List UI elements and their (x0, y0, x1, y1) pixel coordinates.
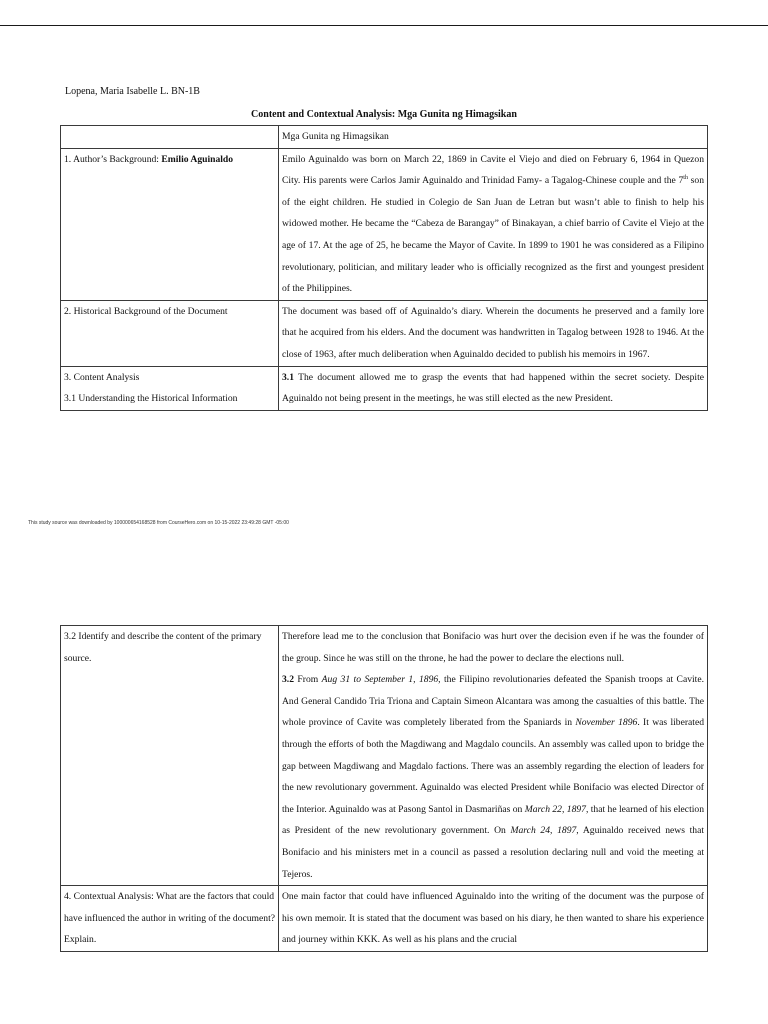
primary-source-label: 3.2 Identify and describe the content of the primary source. (61, 626, 279, 886)
historical-background-text: The document was based off of Aguinaldo’s diary. Wherein the documents he preserved and a family lore that he acquired from his elders. And the document was handwritten in Tagalog between 1928 to 1946. At the close of 1963, after much deliberation when Aguinaldo decided to publish his memoirs in 1967. (279, 300, 708, 366)
historical-background-label: 2. Historical Background of the Document (61, 300, 279, 366)
contextual-analysis-text: One main factor that could have influenced Aguinaldo into the writing of the document was the purpose of his own memoir. It is stated that the document was based on his diary, he then wanted to share his experience and journey within KKK. As well as his plans and the crucial (279, 886, 708, 952)
table-header-left (61, 126, 279, 149)
table-row (61, 886, 708, 952)
author-name: Emilio Aguinaldo (161, 153, 234, 165)
table-header-row (61, 126, 708, 149)
analysis-table-page-1 (60, 125, 708, 411)
author-line: Lopena, Maria Isabelle L. BN-1B (65, 86, 200, 97)
analysis-table-page-2 (60, 625, 708, 952)
table-row (61, 148, 708, 300)
author-background-label: 1. Author’s Background: Emilio Aguinaldo (61, 148, 279, 300)
top-rule (0, 25, 768, 26)
content-analysis-text: 3.1 The document allowed me to grasp the events that had happened within the secret society. Despite Aguinaldo not being present in the meetings, he was still elected as the new President. (279, 366, 708, 410)
content-analysis-label: 3. Content Analysis 3.1 Understanding the Historical Information (61, 366, 279, 410)
contextual-analysis-label: 4. Contextual Analysis: What are the factors that could have influenced the author in writing of the document? Explain. (61, 886, 279, 952)
document-title: Content and Contextual Analysis: Mga Gunita ng Himagsikan (251, 109, 517, 120)
table-row (61, 366, 708, 410)
download-footer: This study source was downloaded by 100000654168528 from CourseHero.com on 10-15-2022 23:49:28 GMT -05:00 (28, 520, 289, 526)
author-background-text: Emilo Aguinaldo was born on March 22, 1869 in Cavite el Viejo and died on February 6, 1964 in Quezon City. His parents were Carlos Jamir Aguinaldo and Trinidad Famy- a Tagalog-Chinese couple and the 7th son of the eight children. He studied in Colegio de San Juan de Letran but wasn’t able to finish to help his widowed mother. He became the “Cabeza de Barangay” of Binakayan, a chief barrio of Cavite el Viejo at the age of 17. At the age of 25, he became the Mayor of Cavite. In 1899 to 1901 he was considered as a Filipino revolutionary, politician, and military leader who is officially recognized as the first and youngest president of the Philippines. (279, 148, 708, 300)
table-row (61, 626, 708, 886)
table-row (61, 300, 708, 366)
primary-source-text: Therefore lead me to the conclusion that Bonifacio was hurt over the decision even if he was the founder of the group. Since he was still on the throne, he had the power to declare the elections null. 3.2 From Aug 31 to September 1, 1896, the Filipino revolutionaries defeated the Spanish troops at Cavite. And General Candido Tria Triona and Captain Simeon Alcantara was among the casualties of this battle. The whole province of Cavite was completely liberated from the Spaniards in November 1896. It was liberated through the efforts of both the Magdiwang and Magdalo councils. An assembly was called upon to bridge the gap between Magdiwang and Magdalo factions. There was an assembly regarding the election of leaders for the new revolutionary government. Aguinaldo was elected President while Bonifacio was elected Director of the Interior. Aguinaldo was at Pasong Santol in Dasmariñas on March 22, 1897, that he learned of his election as President of the new revolutionary government. On March 24, 1897, Aguinaldo received news that Bonifacio and his ministers met in a council as passed a resolution declaring null and void the meeting at Tejeros. (279, 626, 708, 886)
table-header-right: Mga Gunita ng Himagsikan (279, 126, 708, 149)
